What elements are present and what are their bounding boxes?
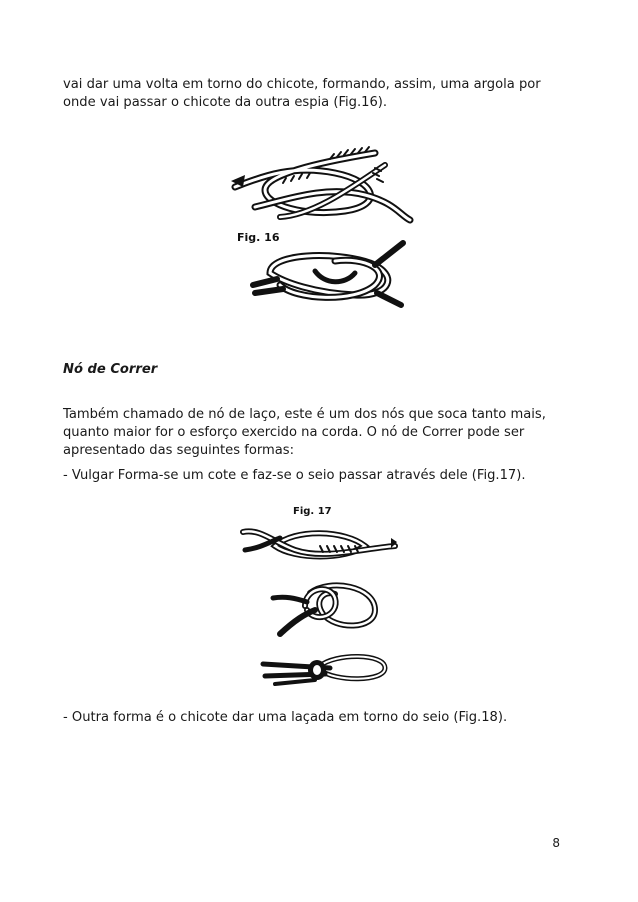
figure-16-drawing	[225, 145, 415, 335]
fig17-bottom-rope-3	[275, 680, 315, 684]
page-number: 8	[552, 836, 560, 850]
fig17-label: Fig. 17	[293, 506, 332, 517]
fig16-bottom-cross	[315, 271, 355, 282]
fig16-label: Fig. 16	[237, 231, 280, 244]
fig16-bottom-end-left-2	[255, 289, 283, 293]
fig16-bottom-end-right-2	[377, 293, 401, 305]
figure-16	[225, 145, 415, 335]
section-heading-no-de-correr: Nó de Correr	[63, 362, 158, 377]
fig16-bottom-end-right-1	[375, 243, 403, 265]
fig17-mid-tail-1	[273, 597, 307, 602]
fig16-bottom-end-left-1	[253, 279, 277, 285]
fig17-mid-tail-2	[280, 610, 315, 634]
paragraph-correr: Também chamado de nó de laço, este é um dos nós que soca tanto mais, quanto maior for o esforço exercido na corda. O nó de Correr pode ser apresentado das seguintes formas:	[63, 407, 546, 458]
paragraph-vulgar: - Vulgar Forma-se um cote e faz-se o seio passar através dele (Fig.17).	[63, 468, 526, 483]
figure-17-drawing	[235, 498, 410, 698]
paragraph-outra: - Outra forma é o chicote dar uma laçada em torno do seio (Fig.18).	[63, 710, 508, 725]
paragraph-intro: vai dar uma volta em torno do chicote, formando, assim, uma argola por onde vai passar o chicote da outra espia (Fig.16).	[63, 77, 541, 110]
figure-17	[235, 498, 410, 698]
fig17-bottom-hitch-hole	[313, 665, 321, 675]
